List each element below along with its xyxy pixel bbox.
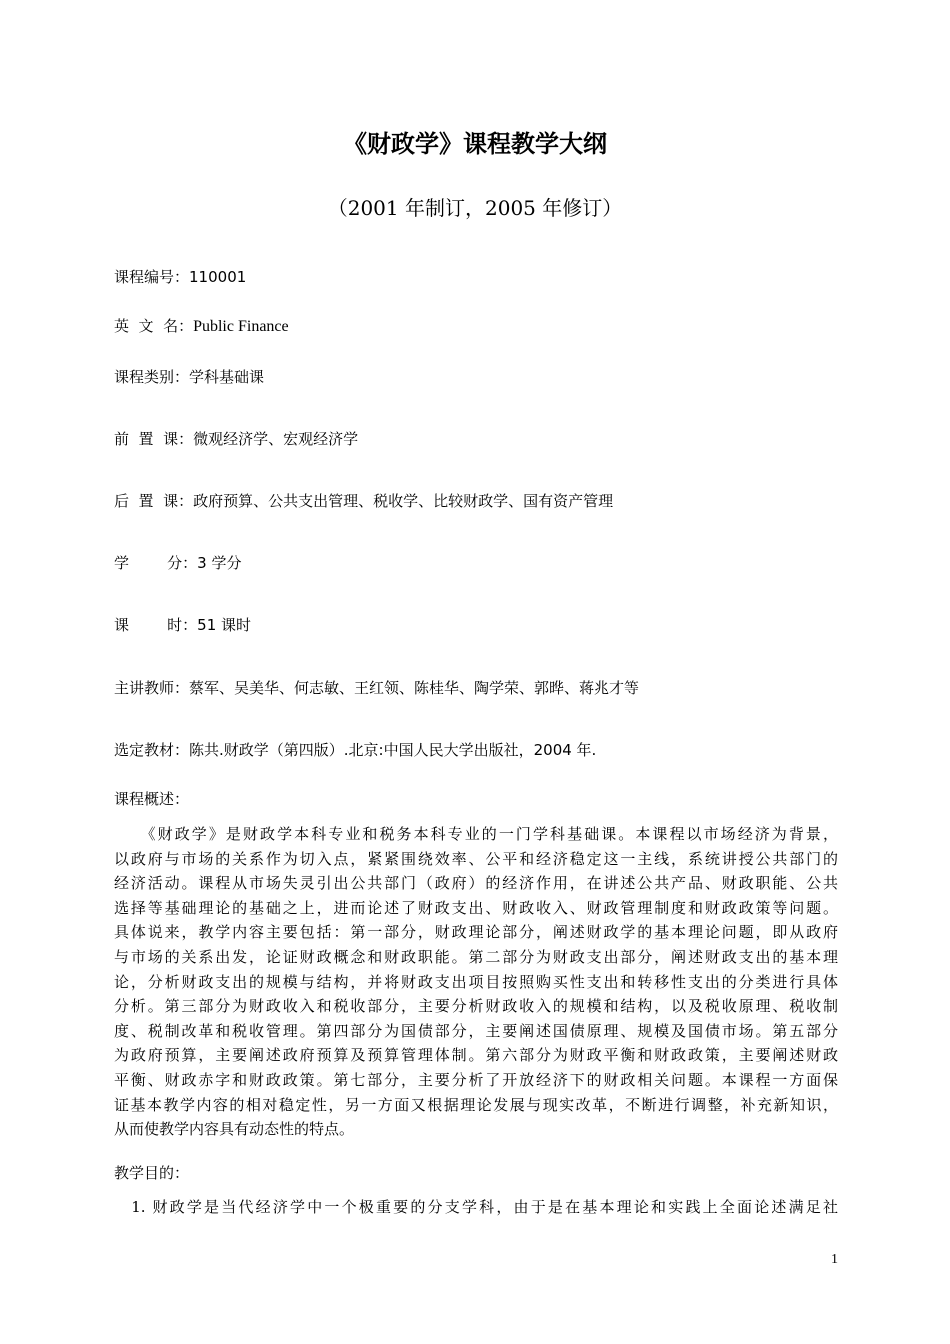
prerequisites-field <box>114 428 358 450</box>
textbook-label: 选定教材： <box>114 741 190 759</box>
course-category-field <box>114 366 264 388</box>
overview-line: 《财政学》是财政学本科专业和税务本科专业的一门学科基础课。本课程以市场经济为背景， <box>114 825 838 843</box>
course-category-label: 课程类别： <box>114 368 190 386</box>
course-code-value: 110001 <box>189 268 247 286</box>
textbook-value: 陈共.财政学（第四版）.北京:中国人民大学出版社，2004 年. <box>189 741 597 759</box>
hours-label: 课 时： <box>114 616 198 634</box>
instructors-label: 主讲教师： <box>114 679 190 697</box>
hours-field <box>114 614 251 636</box>
overview-line: 经济活动。课程从市场失灵引出公共部门（政府）的经济作用，在讲述公共产品、财政职能、公共 <box>114 874 838 893</box>
objectives-heading: 教学目的： <box>114 1164 190 1182</box>
credits-label: 学 分： <box>114 554 198 572</box>
credits-value: 3 学分 <box>197 554 242 572</box>
follow-up-value: 政府预算、公共支出管理、税收学、比较财政学、国有资产管理 <box>193 492 614 510</box>
overview-line: 与市场的关系出发，论证财政概念和财政职能。第二部分为财政支出部分，阐述财政支出的基本理 <box>114 947 838 966</box>
overview-line: 度、税制改革和税收管理。第四部分为国债部分，主要阐述国债原理、规模及国债市场。第五部分 <box>114 1021 838 1040</box>
document-subtitle: （2001 年制订，2005 年修订） <box>327 196 623 220</box>
page-number: 1 <box>831 1252 838 1267</box>
english-name-field <box>114 315 289 338</box>
overview-line: 证基本教学内容的相对稳定性，另一方面又根据理论发展与现实改革，不断进行调整，补充新知识， <box>114 1095 838 1114</box>
course-code-field <box>114 266 246 288</box>
course-code-label: 课程编号： <box>114 268 190 286</box>
follow-up-label: 后 置 课： <box>114 492 194 510</box>
objectives-line: 1. 财政学是当代经济学中一个极重要的分支学科，由于是在基本理论和实践上全面论述满足社 <box>114 1198 838 1216</box>
prerequisites-label: 前 置 课： <box>114 430 194 448</box>
instructors-field <box>114 677 639 699</box>
overview-line: 为政府预算，主要阐述政府预算及预算管理体制。第六部分为财政平衡和财政政策，主要阐述财政 <box>114 1046 838 1065</box>
textbook-field <box>114 739 596 761</box>
overview-line: 从而使教学内容具有动态性的特点。 <box>114 1120 355 1139</box>
overview-line: 以政府与市场的关系作为切入点，紧紧围绕效率、公平和经济稳定这一主线，系统讲授公共部门的 <box>114 849 838 868</box>
document-title: 《财政学》课程教学大纲 <box>343 130 607 158</box>
overview-line: 选择等基础理论的基础之上，进而论述了财政支出、财政收入、财政管理制度和财政政策等问题。 <box>114 898 838 917</box>
overview-line: 平衡、财政赤字和财政政策。第七部分，主要分析了开放经济下的财政相关问题。本课程一方面保 <box>114 1070 838 1089</box>
english-name-value: Public Finance <box>193 318 289 335</box>
credits-field <box>114 552 241 574</box>
overview-heading: 课程概述： <box>114 790 190 808</box>
hours-value: 51 课时 <box>197 616 252 634</box>
overview-line: 具体说来，教学内容主要包括：第一部分，财政理论部分，阐述财政学的基本理论问题，即从政府 <box>114 923 838 942</box>
objectives-paragraph <box>114 1195 838 1220</box>
follow-up-field <box>114 490 613 512</box>
overview-paragraph <box>114 822 838 1142</box>
instructors-value: 蔡军、吴美华、何志敏、王红领、陈桂华、陶学荣、郭晔、蒋兆才等 <box>189 679 640 697</box>
course-category-value: 学科基础课 <box>189 368 265 386</box>
prerequisites-value: 微观经济学、宏观经济学 <box>193 430 359 448</box>
overview-line: 分析。第三部分为财政收入和税收部分，主要分析财政收入的规模和结构，以及税收原理、税收制 <box>114 997 838 1016</box>
overview-line: 论，分析财政支出的规模与结构，并将财政支出项目按照购买性支出和转移性支出的分类进行具体 <box>114 972 838 991</box>
english-name-label: 英 文 名： <box>114 317 194 335</box>
